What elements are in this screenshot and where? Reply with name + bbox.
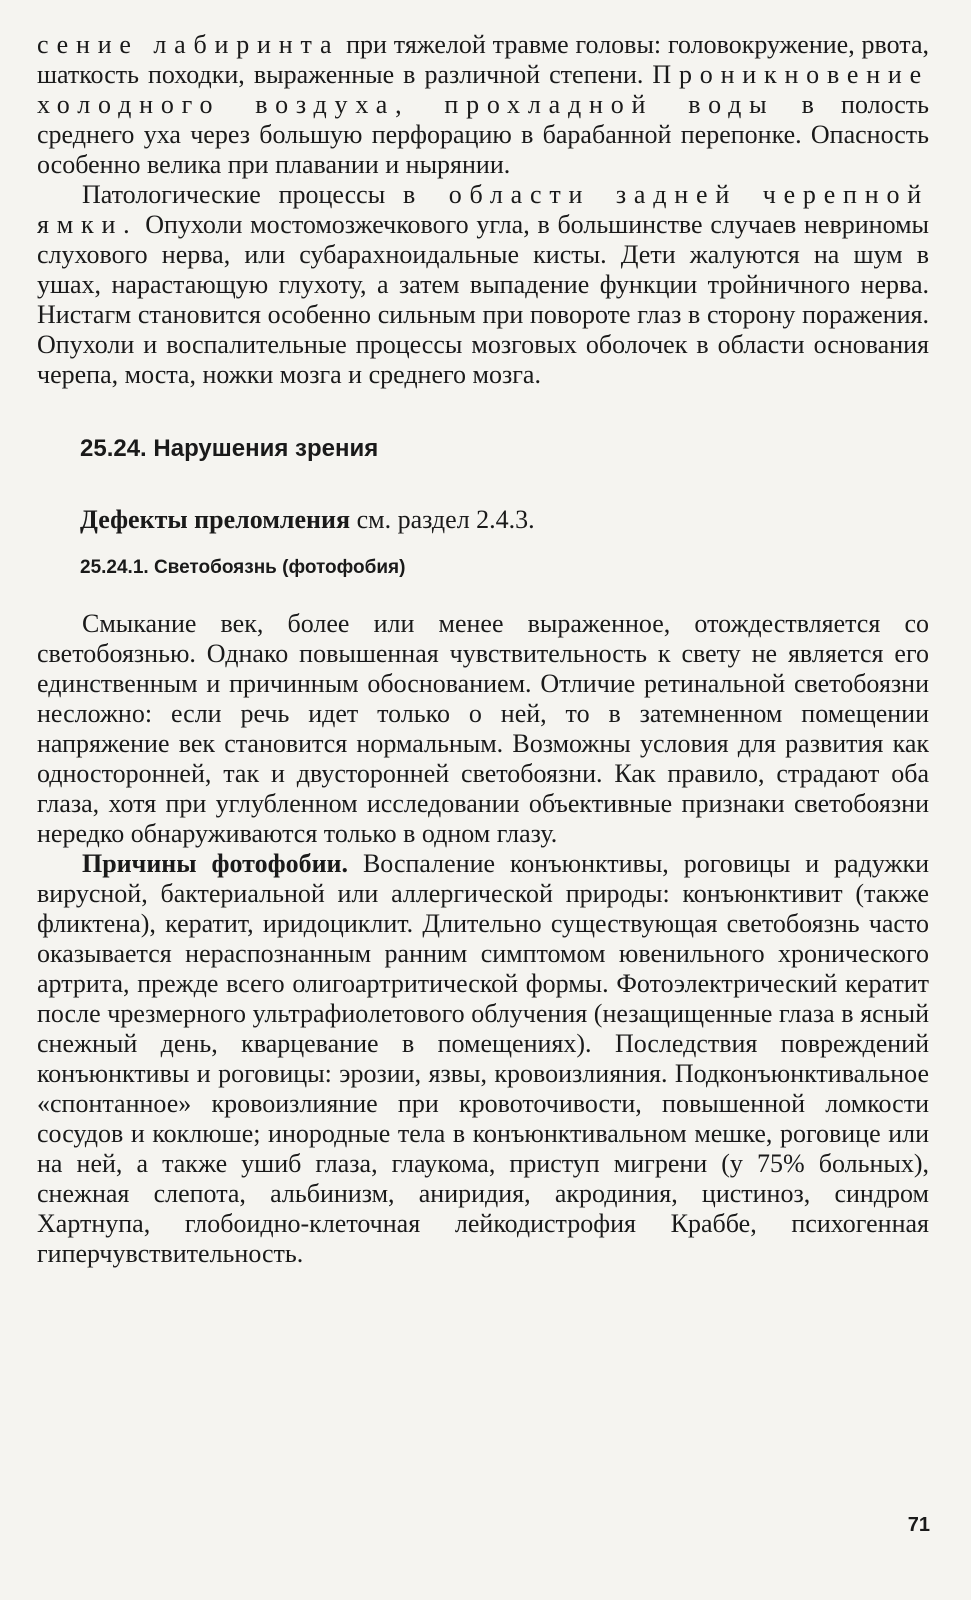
subsection-heading: 25.24.1. Светобоязнь (фотофобия) xyxy=(80,557,406,578)
refraction-text: см. раздел 2.4.3. xyxy=(350,505,535,534)
refraction-bold-term: Дефекты преломления xyxy=(80,505,351,534)
paragraph-labyrinth xyxy=(37,30,929,180)
refraction-line xyxy=(37,505,929,535)
paragraph-labyrinth-text-1: при тяжелой травме головы: головокружение, рвота, шаткость походки, выраженные в различной степени. xyxy=(37,30,929,89)
page-content xyxy=(37,30,929,1269)
paragraph-posterior-fossa-lead: Патологические процессы xyxy=(82,180,403,209)
section-heading: 25.24. Нарушения зрения xyxy=(80,435,379,462)
spaced-term-cold-air: Проникновение холодного воздуха, прохладной воды xyxy=(37,60,929,119)
causes-text: Воспаление конъюнктивы, роговицы и радужки вирусной, бактериальной или аллергической природы: конъюнктивит (также фликтена), кератит, иридоциклит. Длительно существующая светобоязнь часто оказывается нераспознанным ранним симптомом ювенильного хронического артрита, прежде всего олигоартритической формы. Фотоэлектрический кератит после чрезмерного ультрафиолетового облучения (незащищенные глаза в ясный снежный день, кварцевание в помещениях). Последствия повреждений конъюнктивы и роговицы: эрозии, язвы, кровоизлияния. Подконъюнктивальное «спонтанное» кровоизлияние при кровоточивости, повышенной ломкости сосудов и коклюше; инородные тела в конъюнктивальном мешке, роговице или на ней, а также ушиб глаза, глаукома, приступ мигрени (у 75% больных), снежная слепота, альбинизм, аниридия, акродиния, цистиноз, синдром Хартнупа, глобоидно-клеточная лейкодистрофия Краббе, психогенная гиперчувствительность. xyxy=(37,849,929,1268)
paragraph-photophobia: Смыкание век, более или менее выраженное, отождествляется со светобоязнью. Однако повышенная чувствительность к свету не является его единственным и причинным обоснованием. Отличие ретинальной светобоязни несложно: если речь идет только о ней, то в затемненном помещении напряжение век становится нормальным. Возможны условия для развития как односторонней, так и двусторонней светобоязни. Как правило, страдают оба глаза, хотя при углубленном исследовании объективные признаки светобоязни нередко обнаруживаются только в одном глазу. xyxy=(37,609,929,848)
page-number: 71 xyxy=(907,1514,930,1536)
spaced-term-posterior-fossa: в области задней черепной ямки. xyxy=(37,180,929,239)
paragraph-posterior-fossa-text: Опухоли мостомозжечкового угла, в большинстве случаев невриномы слухового нерва, или субарахноидальные кисты. Дети жалуются на шум в ушах, нарастающую глухоту, а затем выпадение функции тройничного нерва. Нистагм становится особенно сильным при повороте глаз в сторону поражения. Опухоли и воспалительные процессы мозговых оболочек в области основания черепа, моста, ножки мозга и среднего мозга. xyxy=(37,210,929,389)
paragraph-causes xyxy=(37,849,929,1269)
causes-bold-term: Причины фотофобии. xyxy=(82,849,349,878)
paragraph-posterior-fossa xyxy=(37,180,929,390)
spaced-term-labyrinth: сение лабиринта xyxy=(37,30,340,59)
paragraph-labyrinth-text-2: в полость среднего уха через большую перфорацию в барабанной перепонке. Опасность особенно велика при плавании и нырянии. xyxy=(37,90,930,179)
